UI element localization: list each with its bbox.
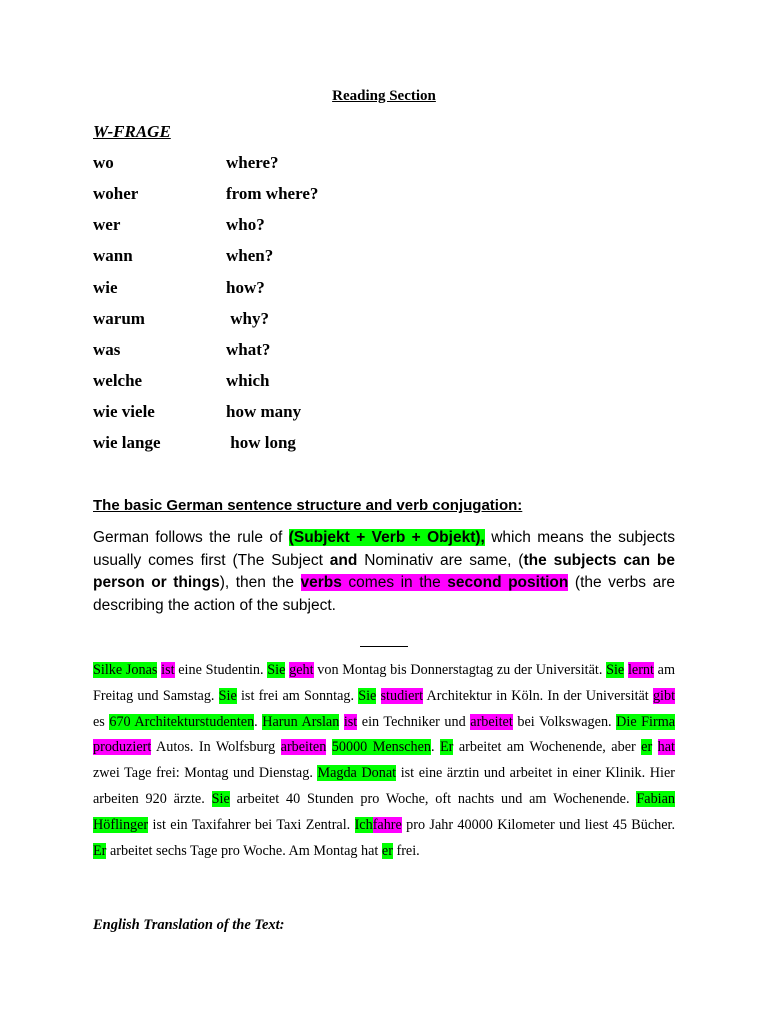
wfrage-german: wann [93, 246, 133, 265]
subject-highlight: Silke Jonas [93, 662, 158, 678]
wfrage-row [93, 402, 301, 422]
wfrage-row [93, 278, 265, 298]
verb-highlight: ist [161, 662, 175, 678]
wfrage-german: wo [93, 153, 114, 172]
verb-highlight: arbeiten [280, 739, 327, 756]
text-segment [376, 688, 380, 704]
subject-highlight: Magda Donat [317, 765, 397, 782]
subject-highlight: Sie [606, 662, 625, 678]
reading-text [93, 658, 675, 864]
page-title: Reading Section [332, 88, 436, 104]
wfrage-row [93, 246, 273, 266]
wfrage-english: where? [226, 153, 279, 172]
verb-highlight: ist [343, 713, 358, 730]
wfrage-row [93, 371, 269, 391]
structure-heading: The basic German sentence structure and verb conjugation: [93, 497, 523, 514]
subject-highlight: Harun Arslan [262, 713, 340, 730]
subject-highlight: er [641, 739, 653, 756]
text-segment: which means the subjects usually comes first (The Subject [93, 529, 675, 569]
wfrage-english: how? [226, 278, 265, 297]
wfrage-english: how long [226, 433, 296, 452]
wfrage-row [93, 433, 296, 453]
verb-highlight: produziert [93, 739, 152, 756]
wfrage-english: what? [226, 340, 271, 359]
subject-highlight: 670 Architekturstudenten [109, 713, 255, 730]
subject-highlight: 50000 Menschen [331, 739, 432, 756]
subject-highlight: Sie [358, 687, 377, 704]
rule-paragraph [93, 527, 675, 617]
text-segment: (the verbs are describing the action of the subject. [93, 574, 675, 614]
text-segment: the subjects can be person or things [93, 551, 675, 591]
wfrage-english: from where? [226, 184, 319, 203]
wfrage-row [93, 309, 269, 329]
text-segment [652, 739, 657, 755]
text-segment: arbeitet 40 Stunden pro Woche, oft nachts und am Wochenende. [229, 790, 637, 807]
wfrage-heading: W-FRAGE [93, 122, 171, 141]
subject-highlight: er [381, 842, 393, 859]
verb-highlight: hat [657, 739, 675, 756]
verb-highlight: verbs [300, 574, 342, 591]
text-segment: German follows the rule of [93, 529, 289, 546]
wfrage-row [93, 340, 270, 360]
text-segment: . [254, 713, 263, 730]
verb-highlight: second position [447, 574, 569, 591]
wfrage-german: wer [93, 215, 121, 234]
wfrage-german: welche [93, 371, 143, 390]
subject-highlight: Ich [354, 816, 373, 833]
subject-highlight: Er [440, 739, 454, 756]
text-segment: es [93, 713, 110, 730]
subject-highlight: Er [93, 842, 107, 859]
wfrage-english: why? [226, 309, 269, 328]
verb-highlight: comes in the [341, 574, 448, 591]
text-segment: pro Jahr 40000 Kilometer und liest 45 Bücher. [401, 816, 675, 833]
text-segment: von Montag bis Donnerstagtag zu der Universität. [313, 662, 607, 678]
text-segment: am Freitag und Samstag. [93, 662, 676, 704]
wfrage-row [93, 184, 318, 204]
divider-line [360, 646, 408, 647]
subject-highlight: Sie [211, 790, 230, 807]
wfrage-row [93, 153, 279, 173]
wfrage-english: how many [226, 402, 302, 421]
text-segment: frei. [392, 842, 420, 859]
text-segment: ), then the [219, 574, 301, 591]
wfrage-german: woher [93, 184, 139, 203]
verb-highlight: fahre [372, 816, 402, 833]
verb-highlight: lernt [627, 662, 654, 678]
verb-highlight: studiert [380, 687, 424, 704]
text-segment [326, 739, 331, 755]
wfrage-row [93, 215, 265, 235]
subject-highlight: Die Firma [616, 713, 676, 730]
text-segment: ein Techniker und [357, 713, 471, 730]
wfrage-german: wie lange [93, 433, 161, 452]
text-segment: zwei Tage frei: Montag und Dienstag. [93, 765, 318, 782]
subject-highlight: Fabian Höflinger [93, 790, 675, 833]
wfrage-german: wie [93, 278, 118, 297]
wfrage-german: warum [93, 309, 145, 328]
text-segment: and [329, 551, 358, 569]
text-segment: Autos. In Wolfsburg [151, 739, 281, 756]
subject-highlight: Sie [267, 662, 286, 678]
text-segment: . [431, 739, 441, 756]
text-segment: ist eine ärztin und arbeitet in einer Klinik. Hier arbeiten 920 ärzte. [93, 765, 675, 807]
verb-highlight: arbeitet [470, 713, 513, 730]
text-segment: bei Volkswagen. [512, 713, 617, 730]
wfrage-german: was [93, 340, 121, 359]
verb-highlight: geht [289, 662, 314, 678]
text-segment: Architektur in Köln. In der Universität [423, 687, 653, 704]
translation-heading: English Translation of the Text: [93, 917, 285, 933]
wfrage-english: which [226, 371, 270, 390]
text-segment: arbeitet sechs Tage pro Woche. Am Montag hat [106, 842, 382, 859]
subject-highlight: (Subjekt + Verb + Objekt), [288, 529, 485, 546]
wfrage-german: wie viele [93, 402, 155, 421]
verb-highlight: gibt [652, 687, 676, 704]
wfrage-english: when? [226, 246, 274, 265]
text-segment: ist ein Taxifahrer bei Taxi Zentral. [148, 816, 355, 833]
wfrage-english: who? [226, 215, 265, 234]
text-segment: eine Studentin. [174, 662, 268, 678]
text-segment: Nominativ are same, ( [357, 551, 524, 569]
subject-highlight: Sie [218, 687, 237, 704]
text-segment: arbeitet am Wochenende, aber [453, 739, 642, 756]
text-segment: ist frei am Sonntag. [236, 687, 359, 704]
